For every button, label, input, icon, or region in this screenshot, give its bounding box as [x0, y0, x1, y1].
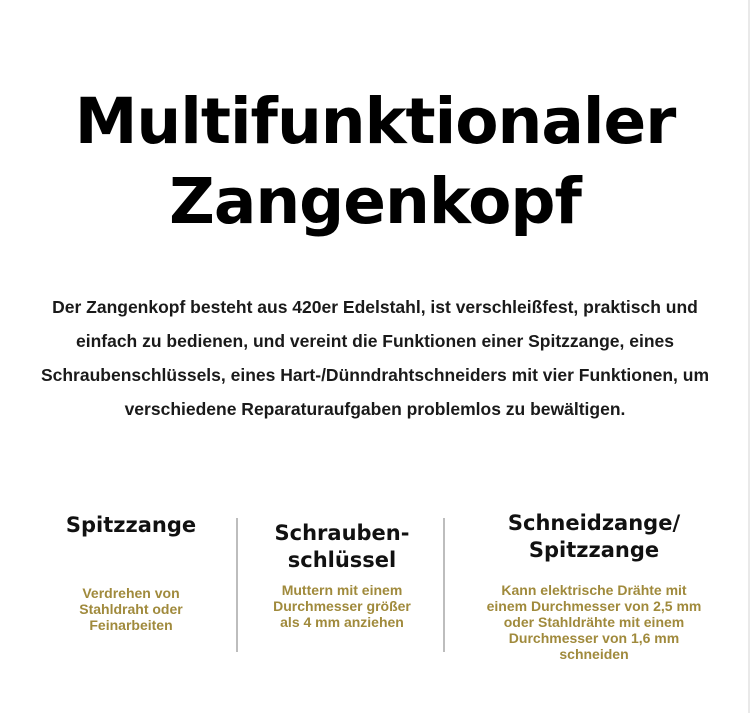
feature-text-line: Feinarbeiten [89, 617, 173, 633]
feature-text-line: einem Durchmesser von 2,5 mm [486, 598, 702, 614]
feature-title-line: schlüssel [287, 548, 397, 572]
feature-text-line: Muttern mit einem [281, 582, 403, 598]
page-title-line-2: Zangenkopf [169, 165, 581, 238]
page-title-line-1: Multifunktionaler [74, 85, 676, 158]
feature-text-line: Durchmesser größer [273, 598, 411, 614]
feature-text-line: schneiden [559, 646, 629, 662]
feature-title [456, 510, 732, 564]
feature-description [42, 585, 220, 633]
feature-description [252, 582, 432, 630]
feature-text-line: Kann elektrische Drähte mit [501, 582, 687, 598]
feature-title-line: Schneidzange/ [507, 511, 681, 535]
product-description: Der Zangenkopf besteht aus 420er Edelstahl, ist verschleißfest, praktisch und einfach zu bedienen, und vereint die Funktionen einer Spitzzange, eines Schraubenschlüssels, eines Hart-/Dünndrahtschneiders mit vier Funktionen, um verschiedene Reparaturaufgaben problemlos zu bewältigen. [40, 297, 710, 419]
feature-title [252, 520, 432, 574]
feature-title [42, 512, 220, 539]
feature-schraubenschluessel [252, 520, 432, 630]
feature-text-line: Stahldraht oder [79, 601, 183, 617]
feature-divider [236, 518, 238, 652]
feature-title-line: Spitzzange [65, 513, 197, 537]
feature-title-line: Schrauben- [274, 521, 410, 545]
page-title [0, 82, 750, 242]
feature-spitzzange [42, 512, 220, 633]
feature-text-line: oder Stahldrähte mit einem [503, 614, 685, 630]
feature-title-line: Spitzzange [528, 538, 660, 562]
feature-text-line: Durchmesser von 1,6 mm [508, 630, 680, 646]
feature-divider [443, 518, 445, 652]
feature-description [456, 582, 732, 662]
feature-text-line: als 4 mm anziehen [280, 614, 404, 630]
feature-schneidzange [456, 510, 732, 662]
feature-text-line: Verdrehen von [82, 585, 180, 601]
